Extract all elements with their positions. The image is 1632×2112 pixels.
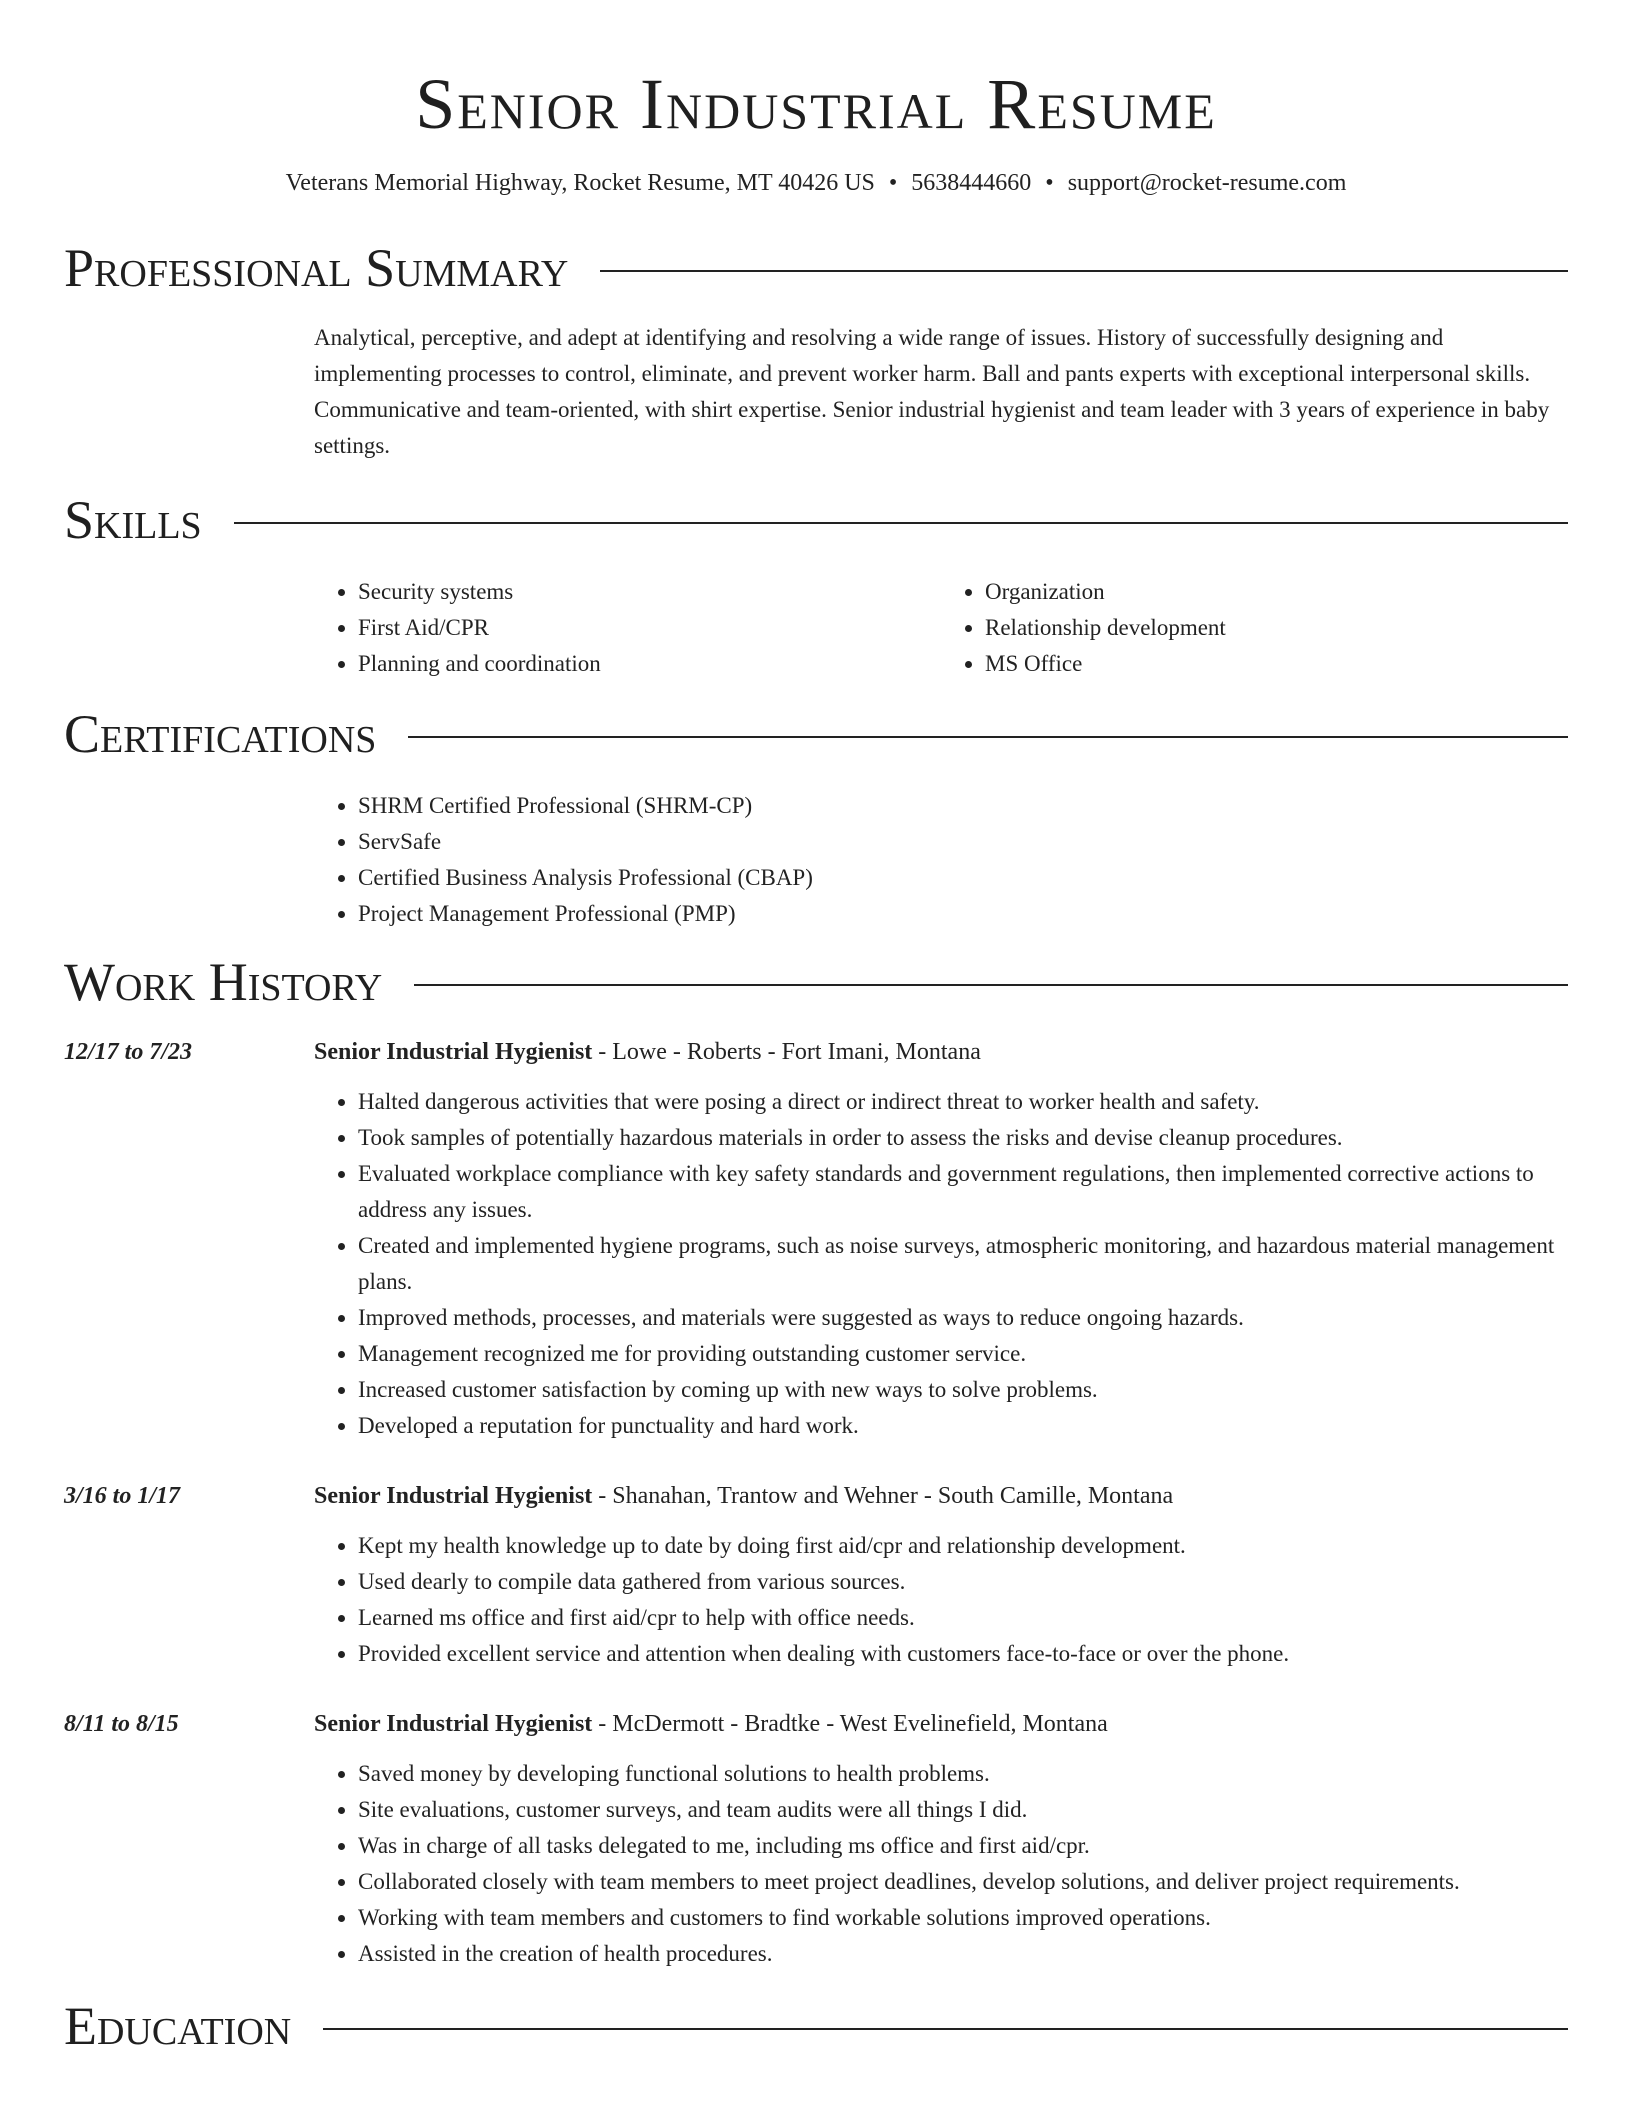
contact-address: Veterans Memorial Highway, Rocket Resume, MT 40426 US (285, 170, 875, 196)
education-heading: Education (64, 1996, 292, 2056)
certification-item: • Certified Business Analysis Professional (CBAP) (358, 860, 1568, 896)
job-bullet: • Improved methods, processes, and materials were suggested as ways to reduce ongoing hazards. (358, 1300, 1568, 1336)
contact-separator: • (888, 170, 898, 196)
contact-email: support@rocket-resume.com (1067, 170, 1347, 196)
skills-section-header (64, 490, 1568, 550)
job-bullet: • Collaborated closely with team members to meet project deadlines, develop solutions, and deliver project requirements. (358, 1864, 1568, 1900)
job-bullet: • Assisted in the creation of health procedures. (358, 1936, 1568, 1972)
job-bullet: • Management recognized me for providing outstanding customer service. (358, 1336, 1568, 1372)
job-title: Senior Industrial Hygienist (314, 1039, 593, 1065)
job-bullets (314, 1528, 1568, 1672)
summary-section-header (64, 238, 1568, 298)
job-bullet: • Created and implemented hygiene programs, such as noise surveys, atmospheric monitoring, and hazardous material management plans. (358, 1228, 1568, 1300)
skills-list (314, 574, 1568, 682)
job-bullet: • Evaluated workplace compliance with key safety standards and government regulations, then implemented corrective actions to address any issues. (358, 1156, 1568, 1228)
section-divider (234, 522, 1568, 524)
skill-item: • Planning and coordination (358, 646, 941, 682)
job-bullet: • Halted dangerous activities that were posing a direct or indirect threat to worker health and safety. (358, 1084, 1568, 1120)
job-entry (64, 1706, 1568, 1972)
job-employer: - Lowe - Roberts - Fort Imani, Montana (592, 1039, 981, 1065)
skill-item: • First Aid/CPR (358, 610, 941, 646)
job-title: Senior Industrial Hygienist (314, 1711, 593, 1737)
job-bullet: • Developed a reputation for punctuality and hard work. (358, 1408, 1568, 1444)
job-dates: 8/11 to 8/15 (64, 1711, 179, 1737)
skills-heading: Skills (64, 490, 202, 550)
job-bullet: • Was in charge of all tasks delegated to me, including ms office and first aid/cpr. (358, 1828, 1568, 1864)
certifications-section-header (64, 704, 1568, 764)
skill-item: • MS Office (985, 646, 1568, 682)
job-bullet: • Used dearly to compile data gathered from various sources. (358, 1564, 1568, 1600)
job-bullet: • Site evaluations, customer surveys, and team audits were all things I did. (358, 1792, 1568, 1828)
job-employer: - McDermott - Bradtke - West Evelinefield, Montana (592, 1711, 1108, 1737)
contact-separator: • (1045, 170, 1054, 196)
section-divider (323, 2028, 1568, 2030)
job-bullet: • Saved money by developing functional solutions to health problems. (358, 1756, 1568, 1792)
section-divider (414, 984, 1568, 986)
skills-column-right (941, 574, 1568, 682)
job-bullet: • Kept my health knowledge up to date by doing first aid/cpr and relationship development. (358, 1528, 1568, 1564)
job-bullet: • Provided excellent service and attention when dealing with customers face-to-face or over the phone. (358, 1636, 1568, 1672)
job-entry (64, 1034, 1568, 1444)
contact-phone: 5638444660 (911, 170, 1032, 196)
resume-name: Senior Industrial Resume (415, 64, 1217, 144)
skill-item: • Relationship development (985, 610, 1568, 646)
job-bullet: • Learned ms office and first aid/cpr to help with office needs. (358, 1600, 1568, 1636)
job-dates: 3/16 to 1/17 (64, 1483, 181, 1509)
education-section-header (64, 1996, 1568, 2056)
job-title: Senior Industrial Hygienist (314, 1483, 593, 1509)
work-heading: Work History (64, 952, 383, 1012)
skill-item: • Security systems (358, 574, 941, 610)
job-bullets (314, 1756, 1568, 1972)
job-bullet: • Took samples of potentially hazardous materials in order to assess the risks and devise cleanup procedures. (358, 1120, 1568, 1156)
section-divider (408, 736, 1568, 738)
job-title-line (314, 1478, 1568, 1514)
summary-heading: Professional Summary (64, 238, 569, 298)
summary-text: Analytical, perceptive, and adept at identifying and resolving a wide range of issues. History of successfully designing and implementing processes to control, eliminate, and prevent worker harm. Ball and pants experts with exceptional interpersonal skills. Communicative and team-oriented, with shirt expertise. Senior industrial hygienist and team leader with 3 years of experience in baby settings. (314, 325, 1550, 458)
job-title-line (314, 1706, 1568, 1742)
job-bullets (314, 1084, 1568, 1444)
job-entry (64, 1478, 1568, 1672)
job-bullet: • Increased customer satisfaction by coming up with new ways to solve problems. (358, 1372, 1568, 1408)
contact-line (64, 168, 1568, 198)
certifications-heading: Certifications (64, 704, 377, 764)
job-title-line (314, 1034, 1568, 1070)
certification-item: • ServSafe (358, 824, 1568, 860)
certification-item: • SHRM Certified Professional (SHRM-CP) (358, 788, 1568, 824)
skill-item: • Organization (985, 574, 1568, 610)
work-section-header (64, 952, 1568, 1012)
certification-item: • Project Management Professional (PMP) (358, 896, 1568, 932)
job-employer: - Shanahan, Trantow and Wehner - South Camille, Montana (592, 1483, 1174, 1509)
job-dates: 12/17 to 7/23 (64, 1039, 193, 1065)
skills-column-left (314, 574, 941, 682)
job-bullet: • Working with team members and customers to find workable solutions improved operations. (358, 1900, 1568, 1936)
certifications-list (314, 788, 1568, 932)
section-divider (600, 270, 1568, 272)
